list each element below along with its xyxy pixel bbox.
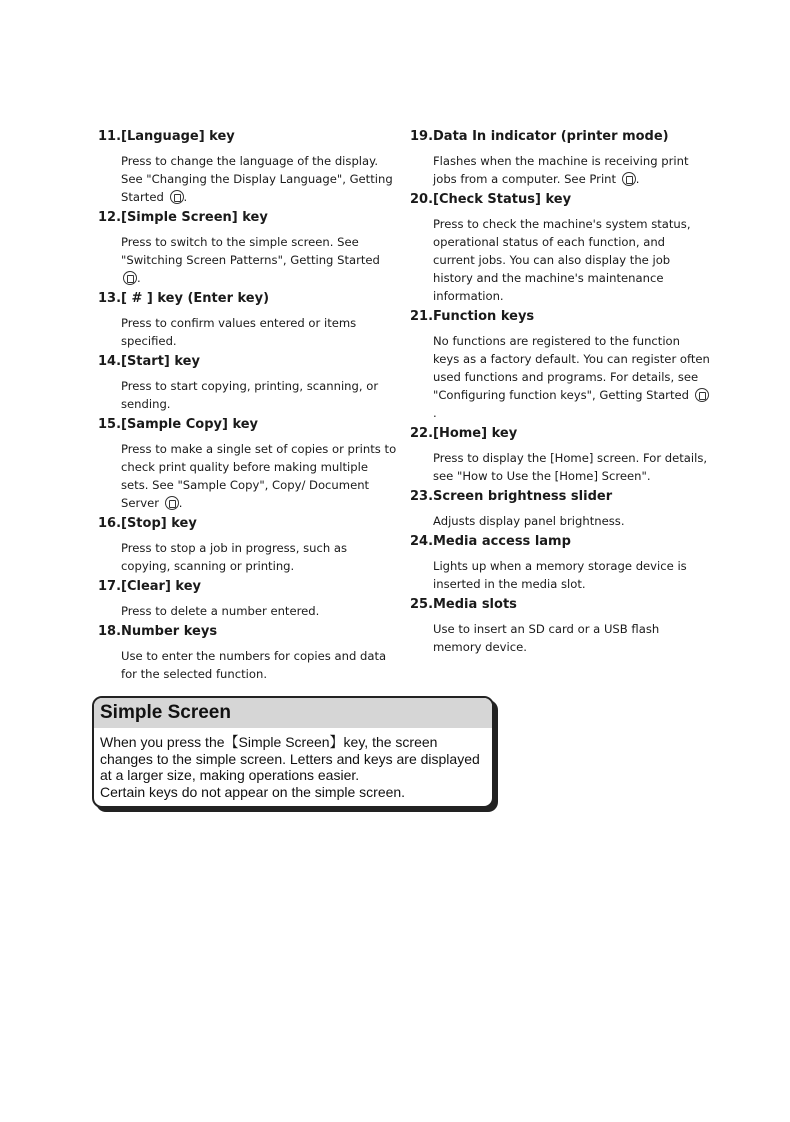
- item-title: [ # ] key (Enter key): [121, 291, 270, 306]
- list-item: [98, 416, 398, 512]
- item-description: No functions are registered to the function keys as a factory default. You can register often used functions and programs. For details, see "Configuring function keys", Getting Started .: [433, 334, 710, 420]
- item-heading: [98, 209, 398, 227]
- item-heading: [410, 128, 710, 146]
- list-item: [98, 623, 398, 683]
- list-item: [410, 488, 710, 530]
- list-item: [98, 515, 398, 575]
- item-heading: [410, 191, 710, 209]
- item-description-text: Press to change the language of the display. See "Changing the Display Language", Getting Started: [121, 154, 393, 204]
- list-item: [98, 578, 398, 620]
- reference-book-icon: [123, 271, 137, 285]
- callout-body: [94, 728, 492, 800]
- item-description: [121, 539, 398, 575]
- item-description-text: Flashes when the machine is receiving print jobs from a computer. See Print: [433, 154, 689, 186]
- item-description-text: Press to make a single set of copies or prints to check print quality before making multiple sets. See "Sample Copy", Copy/ Document Server: [121, 442, 397, 510]
- reference-book-icon: [165, 496, 179, 510]
- item-heading: [98, 290, 398, 308]
- item-number: 15.: [98, 417, 122, 432]
- item-description-text: Adjusts display panel brightness.: [433, 514, 625, 528]
- item-title: Data In indicator (printer mode): [433, 129, 669, 144]
- item-description: Press to change the language of the display. See "Changing the Display Language", Getting Started .: [121, 154, 393, 204]
- reference-book-icon: [170, 190, 184, 204]
- item-description-text: Press to display the [Home] screen. For details, see "How to Use the [Home] Screen".: [433, 451, 708, 483]
- right-column: [410, 128, 710, 659]
- item-number: 12.: [98, 210, 122, 225]
- item-title: [Simple Screen] key: [121, 210, 268, 225]
- left-column: [98, 128, 398, 686]
- list-item: [410, 128, 710, 188]
- list-item: [410, 596, 710, 656]
- item-heading: [98, 578, 398, 596]
- item-heading: [98, 623, 398, 641]
- item-heading: [410, 596, 710, 614]
- item-description: [121, 602, 398, 620]
- list-item: [98, 290, 398, 350]
- item-description-text: Lights up when a memory storage device is inserted in the media slot.: [433, 559, 687, 591]
- item-number: 24.: [410, 534, 434, 549]
- list-item: [98, 128, 398, 206]
- item-title: [Start] key: [121, 354, 200, 369]
- item-number: 20.: [410, 192, 434, 207]
- item-description: [433, 620, 710, 656]
- reference-book-icon: [622, 172, 636, 186]
- item-number: 18.: [98, 624, 122, 639]
- item-description: [433, 512, 710, 530]
- item-description: Press to switch to the simple screen. See "Switching Screen Patterns", Getting Started .: [121, 235, 380, 285]
- item-heading: [98, 353, 398, 371]
- item-title: Number keys: [121, 624, 218, 639]
- callout-paragraph: When you press the【Simple Screen】key, the screen changes to the simple screen. Letters and keys are displayed at a larger size, making operations easier.: [100, 734, 480, 783]
- item-number: 21.: [410, 309, 434, 324]
- item-title: Media slots: [433, 597, 517, 612]
- list-item: [410, 533, 710, 593]
- item-title: [Check Status] key: [433, 192, 572, 207]
- item-description: Press to make a single set of copies or prints to check print quality before making multiple sets. See "Sample Copy", Copy/ Document Server .: [121, 442, 397, 510]
- item-title: [Home] key: [433, 426, 518, 441]
- item-description-text: Press to start copying, printing, scanning, or sending.: [121, 379, 379, 411]
- item-title: Function keys: [433, 309, 535, 324]
- item-number: 25.: [410, 597, 434, 612]
- item-heading: [98, 515, 398, 533]
- item-number: 19.: [410, 129, 434, 144]
- item-heading: [410, 533, 710, 551]
- item-description: [433, 449, 710, 485]
- item-number: 22.: [410, 426, 434, 441]
- item-number: 14.: [98, 354, 122, 369]
- item-description: [121, 314, 398, 350]
- item-heading: [98, 416, 398, 434]
- item-description-text: Press to delete a number entered.: [121, 604, 320, 618]
- item-description-text: Press to confirm values entered or items specified.: [121, 316, 357, 348]
- item-title: Screen brightness slider: [433, 489, 613, 504]
- item-description-text: No functions are registered to the function keys as a factory default. You can register often used functions and programs. For details, see "Configuring function keys", Getting Started: [433, 334, 710, 402]
- item-heading: [98, 128, 398, 146]
- simple-screen-callout: [92, 696, 494, 808]
- callout-paragraph: Certain keys do not appear on the simple screen.: [100, 783, 406, 800]
- callout-title: Simple Screen: [94, 698, 492, 728]
- item-number: 16.: [98, 516, 122, 531]
- item-heading: [410, 308, 710, 326]
- item-description-text: Use to insert an SD card or a USB flash memory device.: [433, 622, 660, 654]
- item-title: [Language] key: [121, 129, 235, 144]
- item-number: 11.: [98, 129, 122, 144]
- item-number: 13.: [98, 291, 122, 306]
- item-description: [121, 647, 398, 683]
- item-description: [121, 377, 398, 413]
- item-title: [Sample Copy] key: [121, 417, 259, 432]
- list-item: [410, 308, 710, 422]
- item-description: Flashes when the machine is receiving print jobs from a computer. See Print .: [433, 154, 689, 186]
- item-number: 23.: [410, 489, 434, 504]
- item-description: [433, 215, 710, 305]
- item-description-text: Press to check the machine's system status, operational status of each function, and current jobs. You can also display the job history and the machine's maintenance information.: [433, 217, 691, 303]
- item-description: [433, 557, 710, 593]
- list-item: [98, 209, 398, 287]
- item-description-text: Use to enter the numbers for copies and data for the selected function.: [121, 649, 387, 681]
- item-number: 17.: [98, 579, 122, 594]
- item-title: [Clear] key: [121, 579, 201, 594]
- item-description-text: Press to switch to the simple screen. See "Switching Screen Patterns", Getting Started: [121, 235, 380, 267]
- item-description-text: Press to stop a job in progress, such as copying, scanning or printing.: [121, 541, 348, 573]
- list-item: [98, 353, 398, 413]
- item-title: Media access lamp: [433, 534, 571, 549]
- item-title: [Stop] key: [121, 516, 197, 531]
- list-item: [410, 191, 710, 305]
- item-heading: [410, 488, 710, 506]
- list-item: [410, 425, 710, 485]
- item-heading: [410, 425, 710, 443]
- reference-book-icon: [695, 388, 709, 402]
